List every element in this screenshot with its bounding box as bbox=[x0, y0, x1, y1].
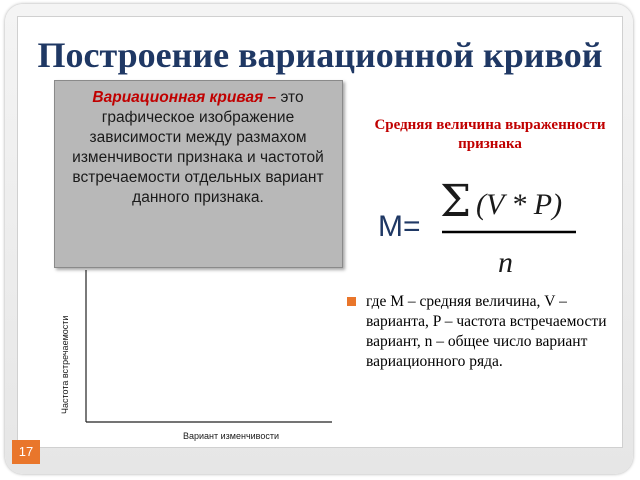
formula-sigma: Σ bbox=[440, 176, 472, 227]
y-axis-label: Частота встречаемости bbox=[60, 315, 70, 414]
definition-dash: – bbox=[263, 89, 281, 106]
variation-graph bbox=[50, 262, 340, 452]
slide-title: Построение вариационной кривой bbox=[37, 35, 603, 75]
definition-body: это графическое изображение зависимости между размахом изменчивости признака и частотой встречаемости отдельных вариант данного признака. bbox=[72, 89, 324, 206]
mean-formula bbox=[370, 170, 590, 280]
formula-denominator: n bbox=[498, 246, 513, 279]
definition-term: Вариационная кривая bbox=[92, 89, 264, 106]
page-number: 17 bbox=[12, 440, 40, 464]
formula-lhs: M= bbox=[378, 210, 421, 243]
formula-numerator: (V * P) bbox=[476, 188, 563, 221]
mean-heading: Средняя величина выраженности признака bbox=[374, 117, 606, 152]
formula-explanation: где M – средняя величина, V – варианта, P – частота встречаемости вариант, n – общее число вариант вариационного ряда. bbox=[366, 293, 607, 370]
bullet-icon bbox=[346, 296, 358, 308]
definition-text bbox=[60, 88, 336, 208]
x-axis-label: Вариант изменчивости bbox=[183, 431, 280, 441]
